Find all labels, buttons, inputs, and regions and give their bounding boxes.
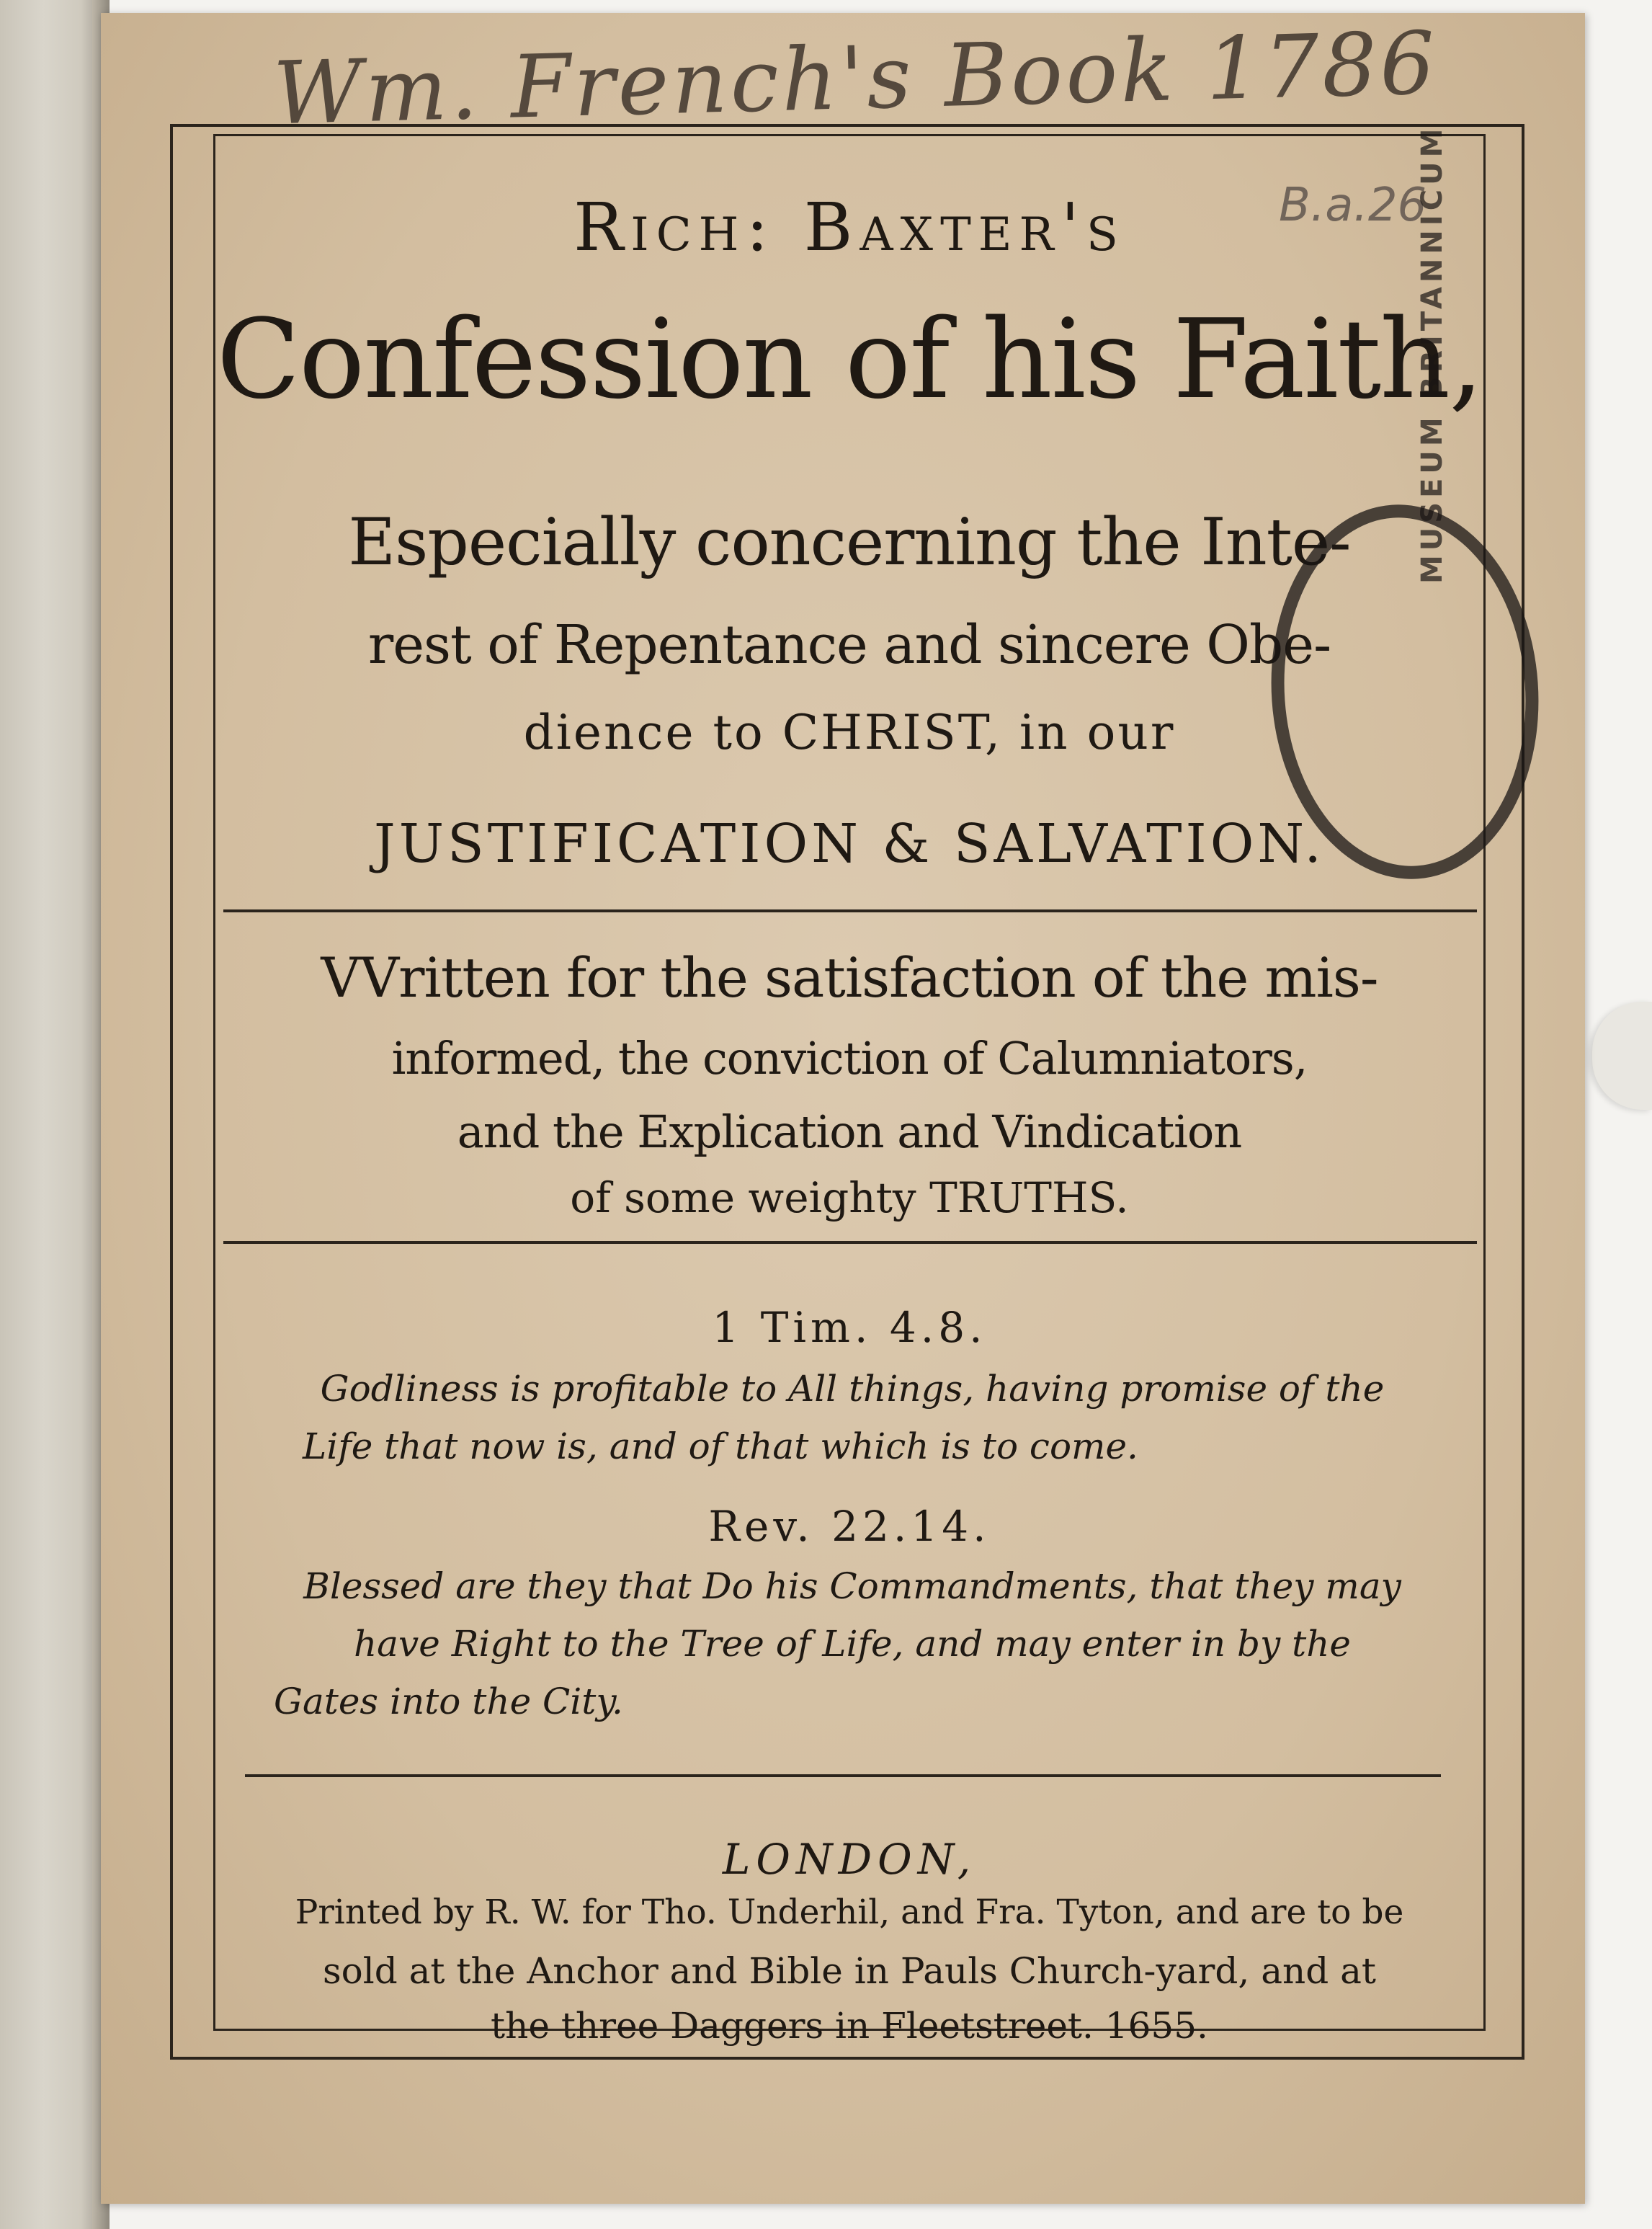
divider-1 [223, 909, 1477, 912]
divider-3 [245, 1774, 1441, 1777]
purpose-line-3: and the Explication and Vindication [457, 1105, 1242, 1158]
subtitle-line-1: Especially concerning the Inte- [348, 504, 1351, 580]
scripture-text-2c: Gates into the City. [274, 1681, 623, 1722]
author-line: Rich: Baxter's [573, 189, 1125, 266]
imprint-line-2: sold at the Anchor and Bible in Pauls Church-yard, and at [322, 1950, 1377, 1992]
purpose-line-4: of some weighty TRUTHS. [570, 1173, 1129, 1222]
divider-2 [223, 1241, 1477, 1244]
main-title: Confession of his Faith, [216, 295, 1483, 423]
imprint-line-3: the three Daggers in Fleetstreet. 1655. [491, 2005, 1208, 2047]
purpose-line-2: informed, the conviction of Calumniators, [391, 1032, 1308, 1085]
scripture-ref-2: Rev. 22.14. [708, 1502, 991, 1551]
ownership-signature: Wm. French's Book 1786 [272, 13, 1439, 145]
purpose-line-1: VVritten for the satisfaction of the mis- [321, 946, 1378, 1010]
scripture-ref-1: 1 Tim. 4.8. [712, 1303, 987, 1352]
scripture-text-2a: Blessed are they that Do his Commandments, that they may [303, 1565, 1401, 1607]
scripture-text-1a: Godliness is profitable to All things, having promise of the [320, 1368, 1385, 1410]
imprint-line-1: Printed by R. W. for Tho. Underhil, and Fra. Tyton, and are to be [295, 1892, 1404, 1932]
library-stamp-text: MUSEUM BRITANNICUM [1416, 124, 1449, 584]
page-marker-tab [1592, 1002, 1652, 1110]
subtitle-line-4: JUSTIFICATION & SALVATION. [374, 813, 1325, 875]
scripture-text-2b: have Right to the Tree of Life, and may enter in by the [353, 1623, 1351, 1665]
subtitle-line-3: dience to CHRIST, in our [523, 705, 1176, 760]
shelfmark: B.a.26 [1279, 179, 1427, 232]
scripture-text-1b: Life that now is, and of that which is to come. [303, 1425, 1138, 1467]
imprint-city: LONDON, [722, 1835, 977, 1884]
subtitle-line-2: rest of Repentance and sincere Obe- [367, 614, 1331, 676]
